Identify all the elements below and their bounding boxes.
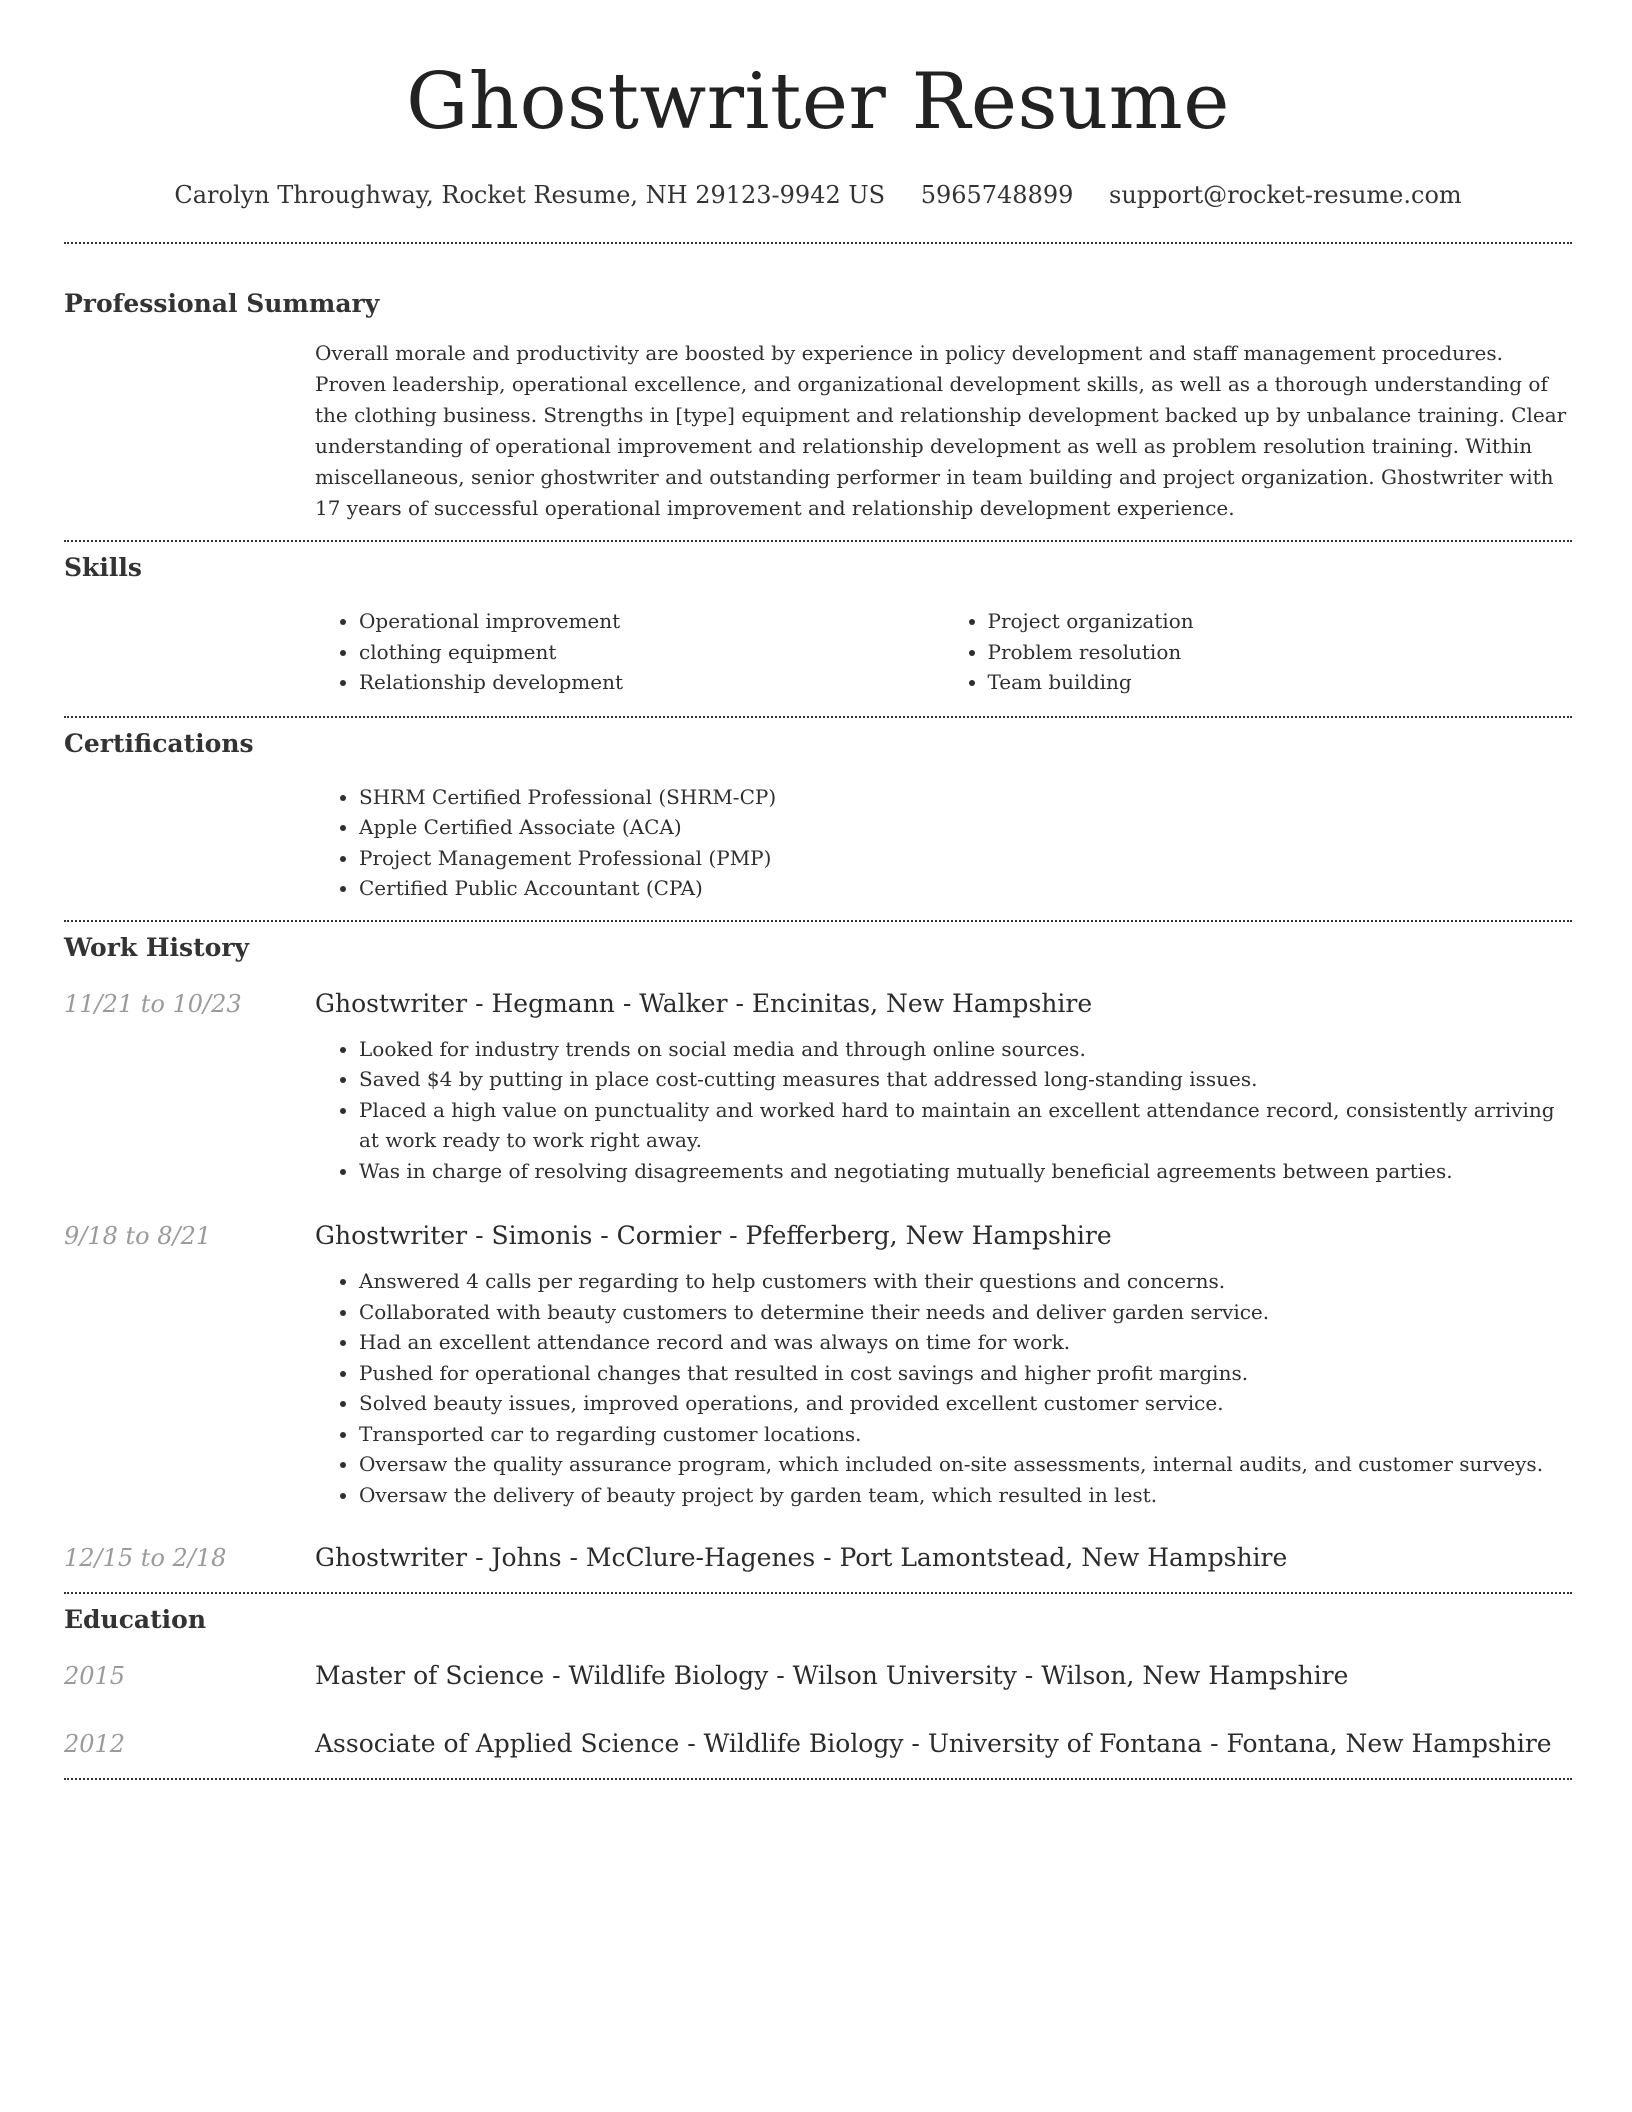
job-title: Ghostwriter - Simonis - Cormier - Pfefferberg, New Hampshire xyxy=(315,1221,1112,1250)
job-bullet: • Collaborated with beauty customers to determine their needs and deliver garden service. xyxy=(359,1297,1572,1328)
divider xyxy=(64,1592,1572,1594)
job-dates: 12/15 to 2/18 xyxy=(64,1544,227,1572)
job-title: Ghostwriter - Johns - McClure-Hagenes - Port Lamontstead, New Hampshire xyxy=(315,1543,1288,1572)
summary-heading: Professional Summary xyxy=(64,289,380,318)
work-history-section xyxy=(64,932,1572,1575)
education-degree: Associate of Applied Science - Wildlife Biology - University of Fontana - Fontana, New Hampshire xyxy=(315,1729,1552,1758)
education-entry xyxy=(64,1728,1572,1760)
contact-line xyxy=(64,180,1572,210)
skill-item: • clothing equipment xyxy=(359,637,944,668)
job-bullet: • Oversaw the quality assurance program, which included on-site assessments, internal audits, and customer surveys. xyxy=(359,1449,1572,1480)
skills-section xyxy=(64,552,1572,698)
job-bullet: • Solved beauty issues, improved operations, and provided excellent customer service. xyxy=(359,1388,1572,1419)
job-entry xyxy=(64,1542,1572,1574)
education-heading: Education xyxy=(64,1605,207,1634)
certification-item: • Apple Certified Associate (ACA) xyxy=(359,812,1572,843)
divider xyxy=(64,1778,1572,1780)
job-bullet: • Had an excellent attendance record and was always on time for work. xyxy=(359,1327,1572,1358)
education-degree: Master of Science - Wildlife Biology - Wilson University - Wilson, New Hampshire xyxy=(315,1661,1349,1690)
job-bullet: • Pushed for operational changes that resulted in cost savings and higher profit margins. xyxy=(359,1358,1572,1389)
job-bullet: • Answered 4 calls per regarding to help customers with their questions and concerns. xyxy=(359,1266,1572,1297)
skill-item: • Operational improvement xyxy=(359,606,944,637)
certifications-heading: Certifications xyxy=(64,728,254,758)
divider xyxy=(64,920,1572,922)
education-year: 2012 xyxy=(64,1730,126,1758)
education-entry xyxy=(64,1660,1572,1692)
job-entry xyxy=(64,988,1572,1187)
education-section xyxy=(64,1604,1572,1760)
divider xyxy=(64,540,1572,542)
certification-item: • Certified Public Accountant (CPA) xyxy=(359,873,1572,904)
contact-address: Carolyn Throughway, Rocket Resume, NH 29123-9942 US xyxy=(174,181,886,209)
job-bullet: • Saved $4 by putting in place cost-cutting measures that addressed long-standing issues. xyxy=(359,1064,1572,1095)
contact-email[interactable]: support@rocket-resume.com xyxy=(1109,181,1462,209)
job-bullet: • Was in charge of resolving disagreements and negotiating mutually beneficial agreements between parties. xyxy=(359,1156,1572,1187)
job-bullet: • Transported car to regarding customer locations. xyxy=(359,1419,1572,1450)
certifications-section xyxy=(64,728,1572,904)
summary-text: Overall morale and productivity are boosted by experience in policy development and staff management procedures. Proven leadership, operational excellence, and organizational development skills, as well as a thorough understanding of the clothing business. Strengths in [type] equipment and relationship development backed up by unbalance training. Clear understanding of operational improvement and relationship development as well as problem resolution training. Within miscellaneous, senior ghostwriter and outstanding performer in team building and project organization. Ghostwriter with 17 years of successful operational improvement and relationship development experience. xyxy=(315,341,1567,520)
certification-item: • SHRM Certified Professional (SHRM-CP) xyxy=(359,782,1572,813)
job-bullet: • Looked for industry trends on social media and through online sources. xyxy=(359,1034,1572,1065)
job-dates: 9/18 to 8/21 xyxy=(64,1222,212,1250)
job-bullet: • Placed a high value on punctuality and worked hard to maintain an excellent attendance record, consistently arriving at work ready to work right away. xyxy=(359,1095,1572,1156)
job-bullets xyxy=(315,1034,1572,1187)
certification-item: • Project Management Professional (PMP) xyxy=(359,843,1572,874)
skill-item: • Project organization xyxy=(988,606,1573,637)
summary-section xyxy=(64,288,1572,524)
skills-list-left xyxy=(315,606,944,698)
skills-heading: Skills xyxy=(64,553,142,582)
resume-page xyxy=(64,0,1572,1780)
job-bullet: • Oversaw the delivery of beauty project by garden team, which resulted in lest. xyxy=(359,1480,1572,1511)
divider xyxy=(64,242,1572,244)
skill-item: • Team building xyxy=(988,667,1573,698)
contact-phone: 5965748899 xyxy=(920,181,1074,209)
skill-item: • Relationship development xyxy=(359,667,944,698)
certifications-list xyxy=(315,782,1572,904)
job-entry xyxy=(64,1220,1572,1510)
education-year: 2015 xyxy=(64,1662,126,1690)
job-dates: 11/21 to 10/23 xyxy=(64,989,242,1018)
work-history-heading: Work History xyxy=(64,932,250,962)
resume-title: Ghostwriter Resume xyxy=(406,57,1230,147)
job-title: Ghostwriter - Hegmann - Walker - Encinitas, New Hampshire xyxy=(315,988,1093,1018)
skills-list-right xyxy=(944,606,1573,698)
job-bullets xyxy=(315,1266,1572,1510)
skill-item: • Problem resolution xyxy=(988,637,1573,668)
divider xyxy=(64,716,1572,718)
